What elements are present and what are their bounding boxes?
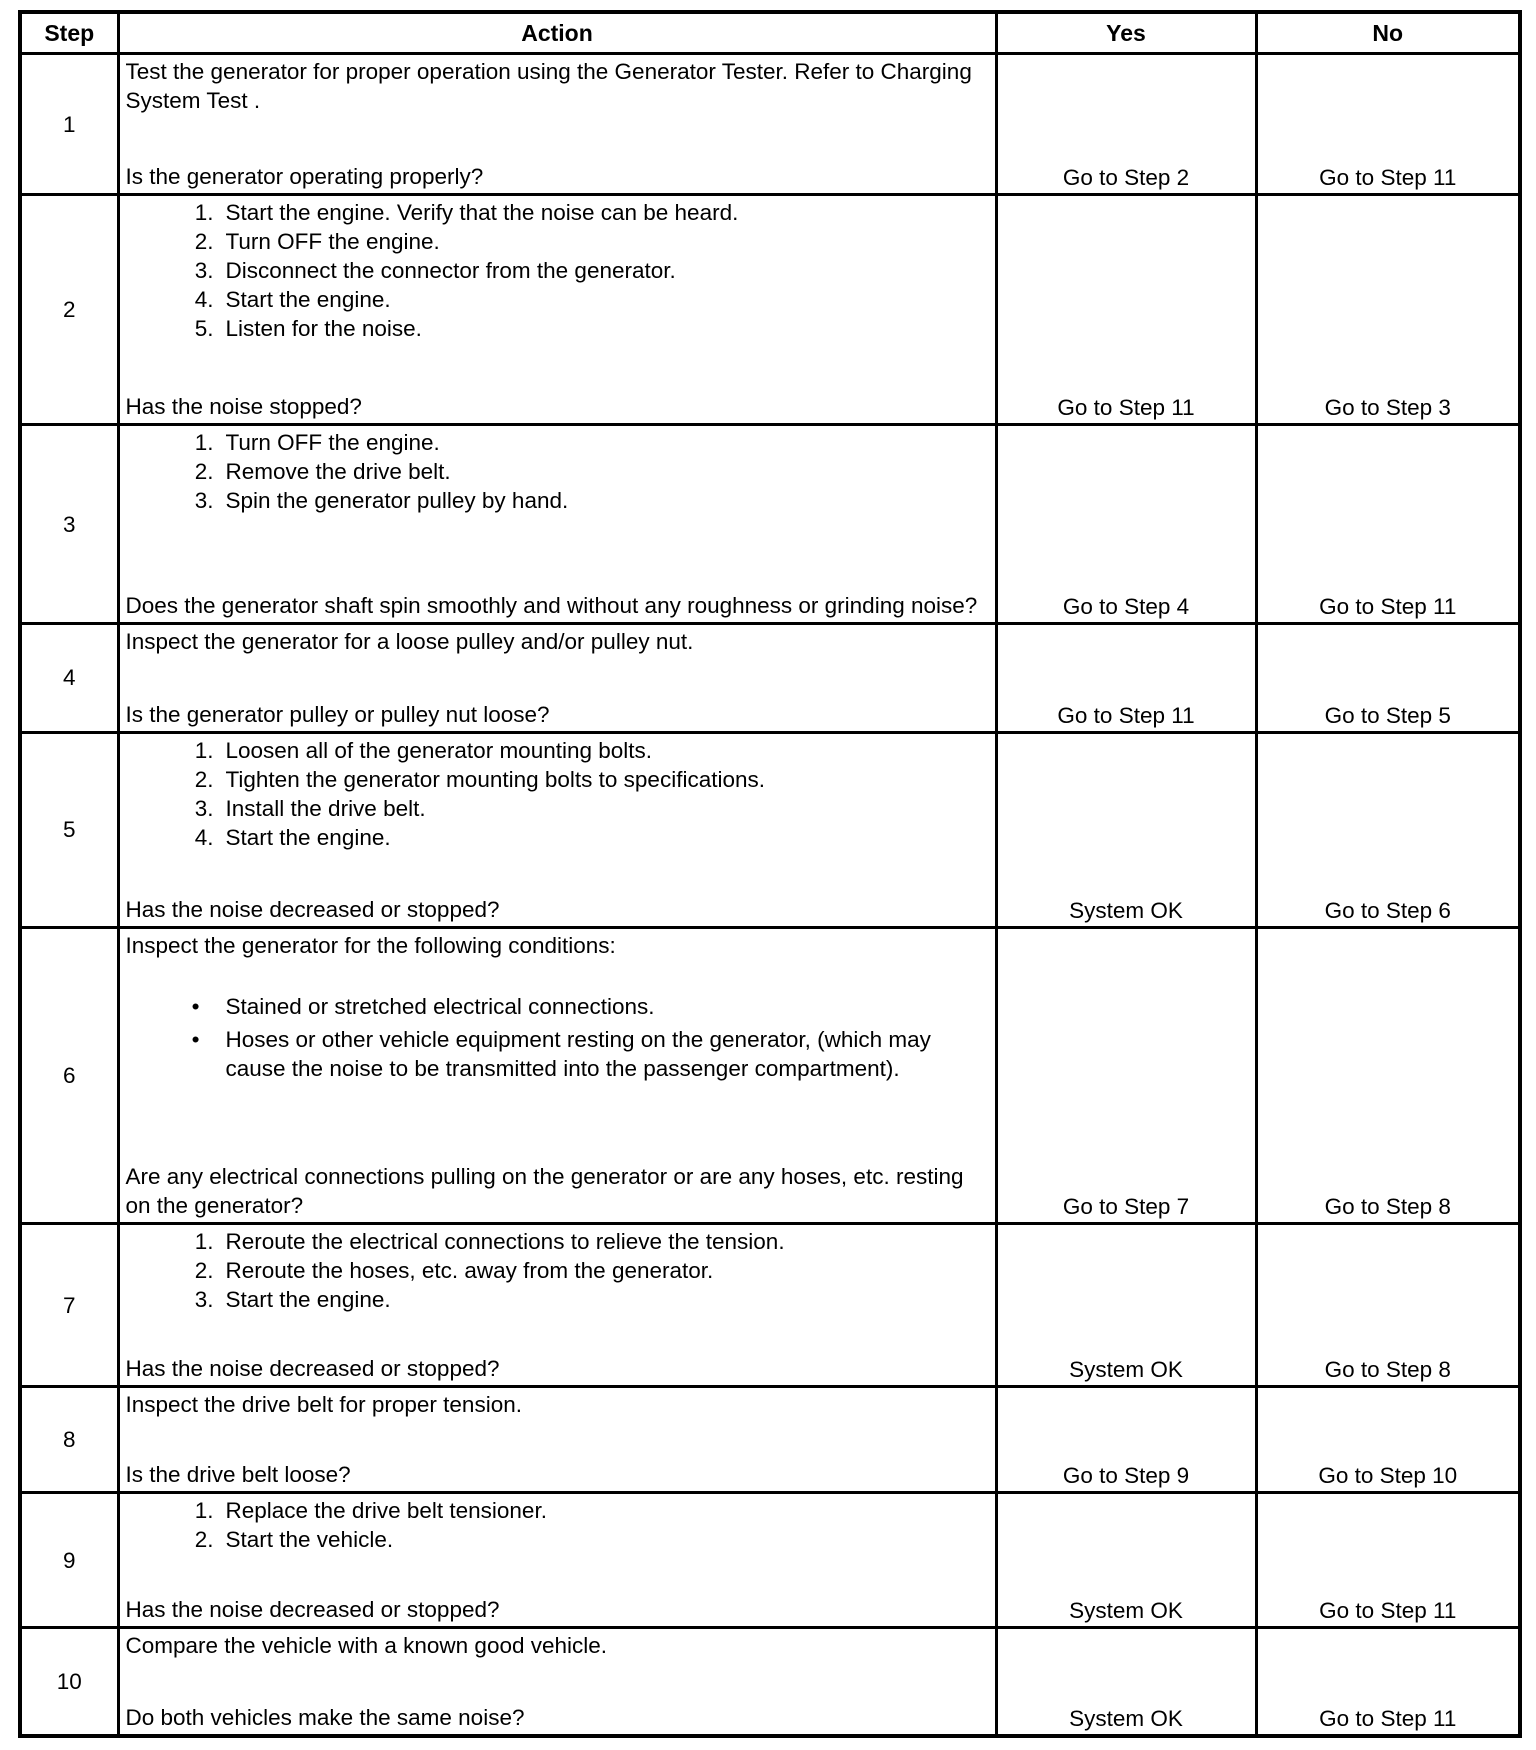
item-number: 2. bbox=[194, 1527, 214, 1553]
action-intro: Compare the vehicle with a known good vehicle. bbox=[125, 1632, 608, 1658]
no-answer: Go to Step 11 bbox=[1256, 425, 1520, 623]
no-answer: Go to Step 8 bbox=[1256, 1224, 1520, 1387]
item-text: Replace the drive belt tensioner. bbox=[225, 1498, 547, 1524]
header-no: No bbox=[1256, 12, 1520, 54]
list-item bbox=[126, 765, 991, 794]
table-row bbox=[20, 623, 1520, 732]
bullet-list bbox=[126, 992, 991, 1083]
action-question: Is the generator operating properly? bbox=[125, 164, 484, 190]
numbered-list bbox=[126, 736, 991, 852]
action-question: Has the noise decreased or stopped? bbox=[125, 1596, 500, 1622]
item-text: Start the engine. bbox=[225, 1287, 391, 1313]
table-row bbox=[20, 1627, 1520, 1736]
no-answer: Go to Step 3 bbox=[1256, 195, 1520, 425]
table-row bbox=[20, 1224, 1520, 1387]
list-item bbox=[126, 256, 991, 285]
no-answer: Go to Step 6 bbox=[1256, 732, 1520, 927]
no-answer: Go to Step 8 bbox=[1256, 927, 1520, 1224]
item-number: 5. bbox=[194, 316, 214, 342]
item-text: Disconnect the connector from the generator. bbox=[225, 258, 676, 284]
list-item bbox=[126, 314, 991, 343]
item-text: Listen for the noise. bbox=[225, 316, 422, 342]
action-cell bbox=[118, 195, 996, 425]
numbered-list bbox=[126, 1496, 991, 1554]
list-item bbox=[126, 992, 991, 1021]
yes-answer: Go to Step 7 bbox=[996, 927, 1256, 1224]
action-cell bbox=[118, 1493, 996, 1628]
list-item bbox=[126, 428, 991, 457]
list-item bbox=[126, 1285, 991, 1314]
action-cell bbox=[118, 425, 996, 623]
header-step: Step bbox=[20, 12, 118, 54]
item-text: Start the engine. bbox=[225, 287, 391, 313]
action-question: Is the generator pulley or pulley nut loose? bbox=[125, 701, 550, 727]
list-item bbox=[126, 736, 991, 765]
yes-answer: Go to Step 4 bbox=[996, 425, 1256, 623]
action-cell bbox=[118, 1387, 996, 1493]
list-item bbox=[126, 1496, 991, 1525]
item-text: Start the engine. Verify that the noise can be heard. bbox=[225, 200, 739, 226]
header-yes: Yes bbox=[996, 12, 1256, 54]
yes-answer: Go to Step 9 bbox=[996, 1387, 1256, 1493]
item-number: 2. bbox=[194, 459, 214, 485]
yes-answer: Go to Step 11 bbox=[996, 623, 1256, 732]
action-question: Does the generator shaft spin smoothly and without any roughness or grinding noise? bbox=[125, 592, 978, 618]
yes-answer: System OK bbox=[996, 732, 1256, 927]
action-question: Is the drive belt loose? bbox=[125, 1462, 351, 1488]
item-text: Reroute the electrical connections to relieve the tension. bbox=[225, 1229, 785, 1255]
bullet-icon: • bbox=[191, 993, 200, 1019]
list-item bbox=[126, 198, 991, 227]
step-number: 2 bbox=[20, 195, 118, 425]
action-cell bbox=[118, 1627, 996, 1736]
bullet-icon: • bbox=[191, 1026, 200, 1052]
item-text: Loosen all of the generator mounting bolts. bbox=[225, 737, 653, 763]
item-number: 4. bbox=[194, 287, 214, 313]
item-number: 1. bbox=[194, 1229, 214, 1255]
action-question: Are any electrical connections pulling on the generator or are any hoses, etc. resting on the generator? bbox=[125, 1164, 964, 1219]
list-item bbox=[126, 457, 991, 486]
step-number: 6 bbox=[20, 927, 118, 1224]
table-row bbox=[20, 927, 1520, 1224]
action-intro: Inspect the generator for the following conditions: bbox=[125, 932, 616, 958]
item-number: 3. bbox=[194, 258, 214, 284]
no-answer: Go to Step 10 bbox=[1256, 1387, 1520, 1493]
item-text: Tighten the generator mounting bolts to specifications. bbox=[225, 766, 765, 792]
header-action: Action bbox=[118, 12, 996, 54]
list-item bbox=[126, 1256, 991, 1285]
action-question: Has the noise decreased or stopped? bbox=[125, 1356, 500, 1382]
action-cell bbox=[118, 623, 996, 732]
yes-answer: System OK bbox=[996, 1493, 1256, 1628]
list-item bbox=[126, 1025, 991, 1083]
action-question: Has the noise decreased or stopped? bbox=[125, 896, 500, 922]
diagnostic-table bbox=[18, 10, 1522, 1738]
step-number: 4 bbox=[20, 623, 118, 732]
item-text: Install the drive belt. bbox=[225, 795, 426, 821]
table-row bbox=[20, 1387, 1520, 1493]
item-number: 2. bbox=[194, 229, 214, 255]
table-row bbox=[20, 425, 1520, 623]
numbered-list bbox=[126, 198, 991, 343]
item-text: Spin the generator pulley by hand. bbox=[225, 488, 569, 514]
no-answer: Go to Step 11 bbox=[1256, 1627, 1520, 1736]
action-cell bbox=[118, 927, 996, 1224]
step-number: 5 bbox=[20, 732, 118, 927]
action-question: Do both vehicles make the same noise? bbox=[125, 1705, 525, 1730]
step-number: 7 bbox=[20, 1224, 118, 1387]
step-number: 9 bbox=[20, 1493, 118, 1628]
step-number: 10 bbox=[20, 1627, 118, 1736]
item-text: Turn OFF the engine. bbox=[225, 229, 440, 255]
step-number: 1 bbox=[20, 54, 118, 195]
step-number: 3 bbox=[20, 425, 118, 623]
item-number: 1. bbox=[194, 737, 214, 763]
action-intro: Inspect the generator for a loose pulley and/or pulley nut. bbox=[125, 628, 694, 654]
table-row bbox=[20, 1493, 1520, 1628]
item-number: 1. bbox=[194, 1498, 214, 1524]
list-item bbox=[126, 823, 991, 852]
item-number: 3. bbox=[194, 1287, 214, 1313]
table-row bbox=[20, 195, 1520, 425]
item-text: Hoses or other vehicle equipment resting on the generator, (which may cause the noise to be transmitted into the passenger compartment). bbox=[225, 1026, 931, 1081]
yes-answer: Go to Step 2 bbox=[996, 54, 1256, 195]
action-cell bbox=[118, 732, 996, 927]
yes-answer: System OK bbox=[996, 1627, 1256, 1736]
yes-answer: Go to Step 11 bbox=[996, 195, 1256, 425]
item-text: Start the engine. bbox=[225, 824, 391, 850]
item-number: 1. bbox=[194, 430, 214, 456]
action-intro: Inspect the drive belt for proper tension. bbox=[125, 1392, 522, 1418]
numbered-list bbox=[126, 428, 991, 515]
item-text: Start the vehicle. bbox=[225, 1527, 394, 1553]
list-item bbox=[126, 794, 991, 823]
step-number: 8 bbox=[20, 1387, 118, 1493]
item-number: 2. bbox=[194, 766, 214, 792]
item-text: Reroute the hoses, etc. away from the generator. bbox=[225, 1258, 714, 1284]
action-question: Has the noise stopped? bbox=[125, 394, 362, 420]
item-number: 3. bbox=[194, 795, 214, 821]
item-number: 3. bbox=[194, 488, 214, 514]
table-row bbox=[20, 54, 1520, 195]
numbered-list bbox=[126, 1227, 991, 1314]
header-row bbox=[20, 12, 1520, 54]
item-text: Stained or stretched electrical connections. bbox=[225, 993, 655, 1019]
action-cell bbox=[118, 54, 996, 195]
list-item bbox=[126, 1227, 991, 1256]
action-intro: Test the generator for proper operation using the Generator Tester. Refer to Charging System Test . bbox=[125, 59, 972, 113]
item-number: 2. bbox=[194, 1258, 214, 1284]
no-answer: Go to Step 11 bbox=[1256, 1493, 1520, 1628]
no-answer: Go to Step 11 bbox=[1256, 54, 1520, 195]
table-row bbox=[20, 732, 1520, 927]
list-item bbox=[126, 1525, 991, 1554]
item-number: 4. bbox=[194, 824, 214, 850]
no-answer: Go to Step 5 bbox=[1256, 623, 1520, 732]
list-item bbox=[126, 227, 991, 256]
item-text: Turn OFF the engine. bbox=[225, 430, 440, 456]
list-item bbox=[126, 285, 991, 314]
list-item bbox=[126, 486, 991, 515]
item-text: Remove the drive belt. bbox=[225, 459, 451, 485]
action-cell bbox=[118, 1224, 996, 1387]
item-number: 1. bbox=[194, 200, 214, 226]
yes-answer: System OK bbox=[996, 1224, 1256, 1387]
